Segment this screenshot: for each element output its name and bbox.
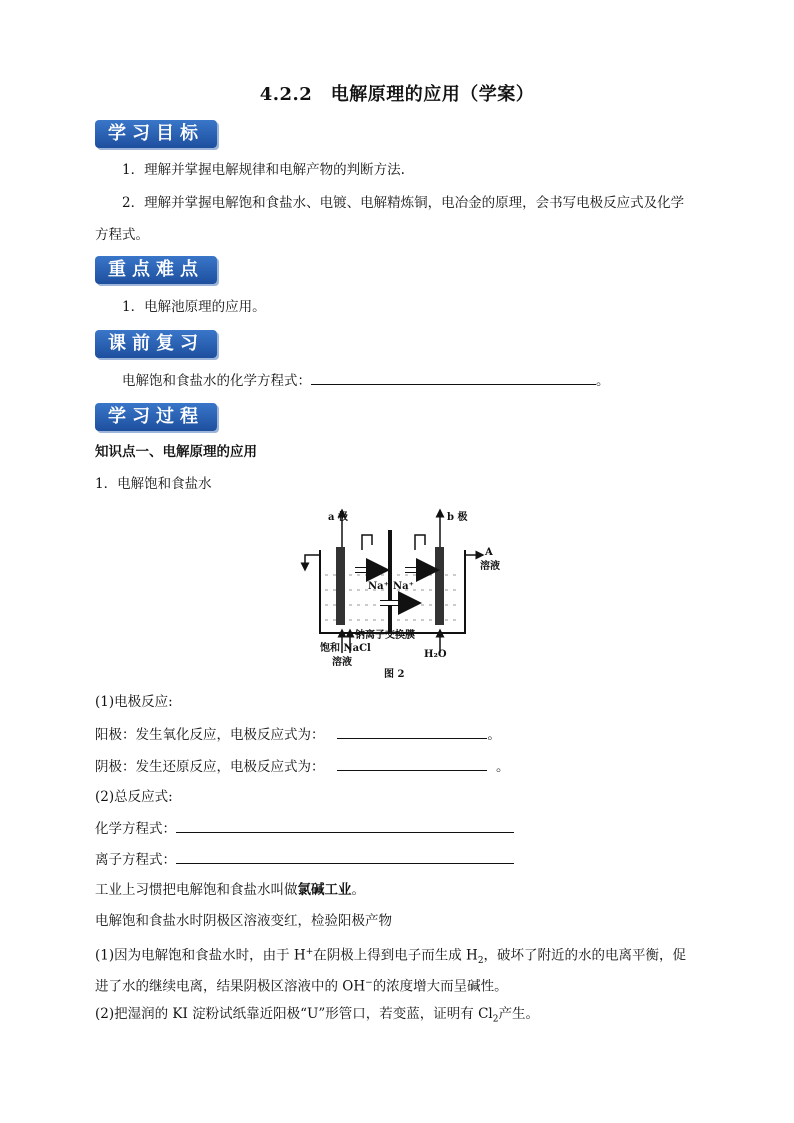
industry-pre: 工业上习惯把电解饱和食盐水叫做 xyxy=(95,882,298,898)
na-ion-label-1: Na⁺ xyxy=(368,581,389,592)
goal-item-2-line1: 2．理解并掌握电解饱和食盐水、电镀、电解精炼铜，电冶金的原理，会书写电极反应式及化学 xyxy=(122,195,685,211)
review-line xyxy=(122,370,610,391)
total-heading: (2)总反应式: xyxy=(95,789,173,805)
explain2-sub: 2 xyxy=(492,1014,499,1025)
electrode-heading: (1)电极反应: xyxy=(95,694,173,710)
A-label: A xyxy=(485,547,493,558)
explain1-sub: 2 xyxy=(477,956,484,967)
ionic-equation-blank[interactable] xyxy=(176,849,514,864)
figure-caption: 图 2 xyxy=(384,669,405,680)
goal-item-2-line2: 方程式。 xyxy=(95,227,149,243)
section-badge-review: 课前复习 xyxy=(95,330,217,358)
explain1-line2a: 进了水的继续电离，结果阴极区溶液中的 OH xyxy=(95,978,366,995)
explanation-1-line2 xyxy=(95,973,508,997)
industry-post: 。 xyxy=(351,882,365,898)
left-outlet-pipe xyxy=(305,555,320,567)
cathode-electrode xyxy=(435,547,444,625)
test-heading: 电解饱和食盐水时阴极区溶液变红，检验阳极产物 xyxy=(95,913,392,929)
industry-term: 氯碱工业 xyxy=(297,882,352,898)
section-badge-goals: 学习目标 xyxy=(95,120,217,148)
explain1-part-b: 在阴极上得到电子而生成 H xyxy=(313,947,478,964)
explanation-2 xyxy=(95,1004,539,1030)
cathode-prompt: 阴极：发生还原反应，电极反应式为： xyxy=(95,759,325,775)
water-label: H₂O xyxy=(424,649,447,660)
a-pole-label: a 极 xyxy=(328,512,348,523)
section-badge-process: 学习过程 xyxy=(95,403,217,431)
feed-label-line1: 饱和 NaCl xyxy=(320,643,371,654)
explain1-line2-sup: − xyxy=(365,978,373,988)
section-badge-key-points: 重点难点 xyxy=(95,256,217,284)
anode-answer-blank[interactable] xyxy=(337,724,487,739)
review-prompt: 电解饱和食盐水的化学方程式： xyxy=(122,373,311,389)
industry-line xyxy=(95,880,365,900)
explain2-part-a: (2)把湿润的 KI 淀粉试纸靠近阳极“U”形管口，若变蓝，证明有 Cl xyxy=(95,1006,493,1022)
explain1-part-c: ，破坏了附近的水的电离平衡，促 xyxy=(483,947,687,964)
cathode-end: 。 xyxy=(495,759,510,775)
chem-equation-prompt: 化学方程式： xyxy=(95,821,176,837)
cathode-answer-blank[interactable] xyxy=(337,756,487,771)
anode-electrode xyxy=(336,547,345,625)
membrane-label: 钠离子交换膜 xyxy=(355,630,415,641)
anode-end: 。 xyxy=(487,727,501,743)
review-end: 。 xyxy=(596,373,610,389)
goal-item-1: 1．理解并掌握电解规律和电解产物的判断方法. xyxy=(122,162,405,178)
anode-prompt: 阳极：发生氧化反应，电极反应式为： xyxy=(95,727,325,743)
ionic-equation-line xyxy=(95,849,514,870)
chem-equation-line xyxy=(95,818,514,839)
A-solution-label: 溶液 xyxy=(480,561,500,572)
knowledge-subheading: 1．电解饱和食盐水 xyxy=(95,476,212,492)
anode-line xyxy=(95,724,501,745)
knowledge-heading: 知识点一、电解原理的应用 xyxy=(95,444,257,460)
electrolysis-cell-diagram xyxy=(300,505,510,680)
explain1-part-a: (1)因为电解饱和食盐水时，由于 H xyxy=(95,947,306,964)
explain1-line2b: 的浓度增大而呈碱性。 xyxy=(372,978,508,995)
b-pole-label: b 极 xyxy=(447,512,468,523)
explain2-part-b: 产生。 xyxy=(498,1006,539,1022)
ionic-equation-prompt: 离子方程式： xyxy=(95,852,176,868)
chem-equation-blank[interactable] xyxy=(176,818,514,833)
feed-label-line2: 溶液 xyxy=(332,657,352,668)
review-answer-blank[interactable] xyxy=(311,370,596,385)
na-ion-label-2: Na⁺ xyxy=(393,581,414,592)
cathode-line xyxy=(95,756,509,777)
page-title: 4.2.2 电解原理的应用（学案） xyxy=(259,84,535,105)
explanation-1-line1 xyxy=(95,942,686,971)
explain1-sup: + xyxy=(305,947,314,957)
key-point-item-1: 1．电解池原理的应用。 xyxy=(122,299,266,315)
